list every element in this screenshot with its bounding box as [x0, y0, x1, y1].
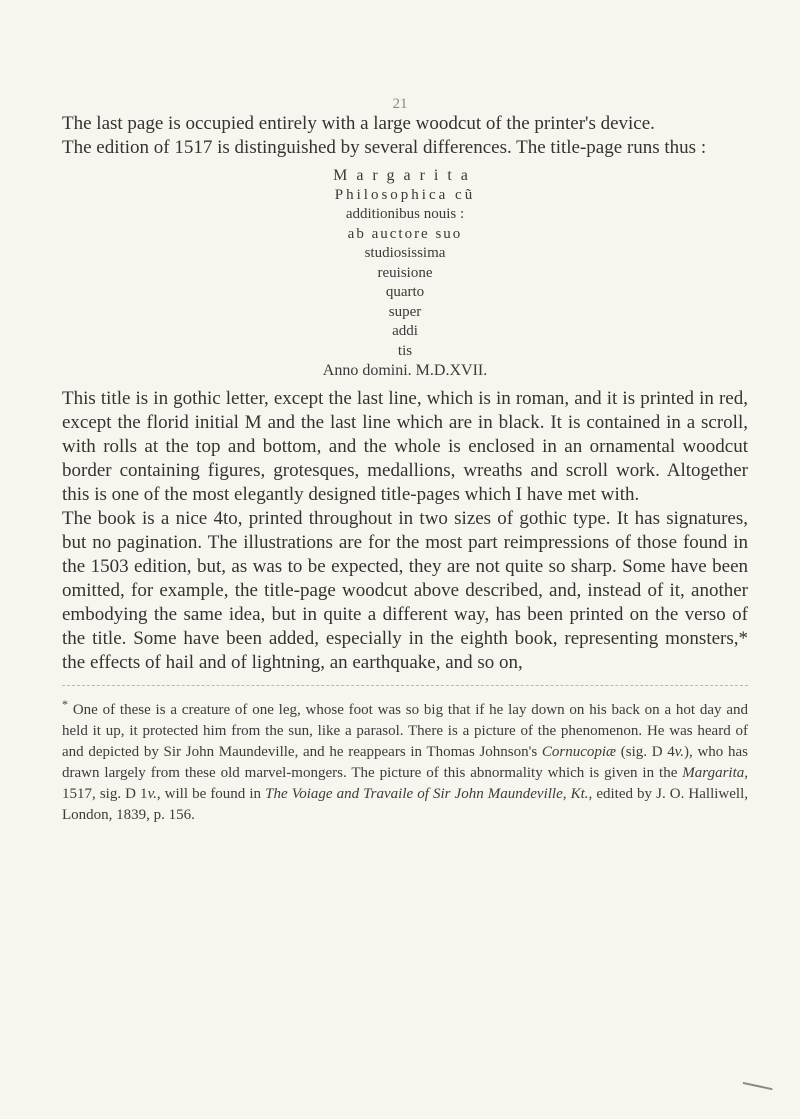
paragraph-printers-device: The last page is occupied entirely with a large woodcut of the printer's device. — [62, 113, 655, 134]
footnote-text: ), who has drawn largely from these old marvel-mongers. The picture of this abnormality which is given in the — [62, 743, 748, 781]
footnote-title: Cornucopiæ — [541, 743, 617, 760]
title-line: addi — [392, 323, 418, 339]
footnote-text: One of these is a creature of one leg, whose foot was so big that if he lay down on his back on a hot day and held it up, it protected him from the sun, like a parasol. There is a picture of the phenomenon. He was heard of and depicted by Sir John Maundeville, and he reappears in Thomas Johnson's — [62, 701, 748, 760]
footnote-text: , edited by J. O. Halliwell, London, 1839, p. 156. — [62, 785, 748, 823]
title-line: reuisione — [377, 264, 433, 281]
footnote — [62, 694, 748, 826]
page-content — [62, 112, 748, 826]
title-line: additionibus nouis : — [345, 206, 465, 222]
paragraph-edition-1517: The edition of 1517 is distinguished by several differences. The title-page runs thus : — [62, 137, 707, 158]
footnote-text: , will be found in — [156, 785, 266, 802]
paragraph-title-description: This title is in gothic letter, except the last line, which is in roman, and it is printed in red, except the florid initial M and the last line which are in black. It is contained in a scroll, with rolls at the top and bottom, and the whole is enclosed in an ornamental woodcut border containing figures, grotesques, medallions, wreaths and scroll work. Altogether this is one of the most elegantly designed title-pages which I have met with. — [62, 387, 748, 505]
footnote-sig: v. — [147, 785, 157, 802]
footnote-divider — [62, 685, 748, 686]
paragraph-book-description: The book is a nice 4to, printed throughout in two sizes of gothic type. It has signatures, but no pagination. The illustrations are for the most part reimpressions of those found in the 1503 edition, but, as was to be expected, they are not quite so sharp. Some have been omitted, for example, the title-page woodcut above described, and, instead of it, another embodying the same idea, but in quite a different way, has been printed on the verso of the title. Some have been added, especially in the eighth book, representing monsters,* the effects of hail and of lightning, an earthquake, and so on, — [62, 507, 748, 673]
title-line: Anno domini. M.D.XVII. — [322, 362, 488, 379]
page-number: 21 — [392, 96, 408, 112]
title-line: super — [388, 303, 422, 320]
page-corner-mark — [741, 1082, 772, 1096]
title-line: ab auctore suo — [347, 225, 463, 242]
footnote-sig: v. — [674, 743, 685, 760]
footnote-title: Margarita — [682, 764, 745, 781]
title-line: tis — [397, 342, 413, 359]
footnote-text: , 1517, sig. D 1 — [62, 764, 748, 802]
title-line: Philosophica cũ — [334, 186, 476, 203]
title-line: studiosissima — [364, 245, 446, 261]
title-line: Margarita — [333, 167, 477, 184]
footnote-text: (sig. D 4 — [616, 743, 675, 760]
title-line: quarto — [385, 284, 425, 300]
footnote-mark: * — [62, 696, 68, 711]
title-page-transcription — [62, 166, 748, 381]
footnote-title: The Voiage and Travaile of Sir John Maundeville, Kt. — [265, 785, 589, 802]
